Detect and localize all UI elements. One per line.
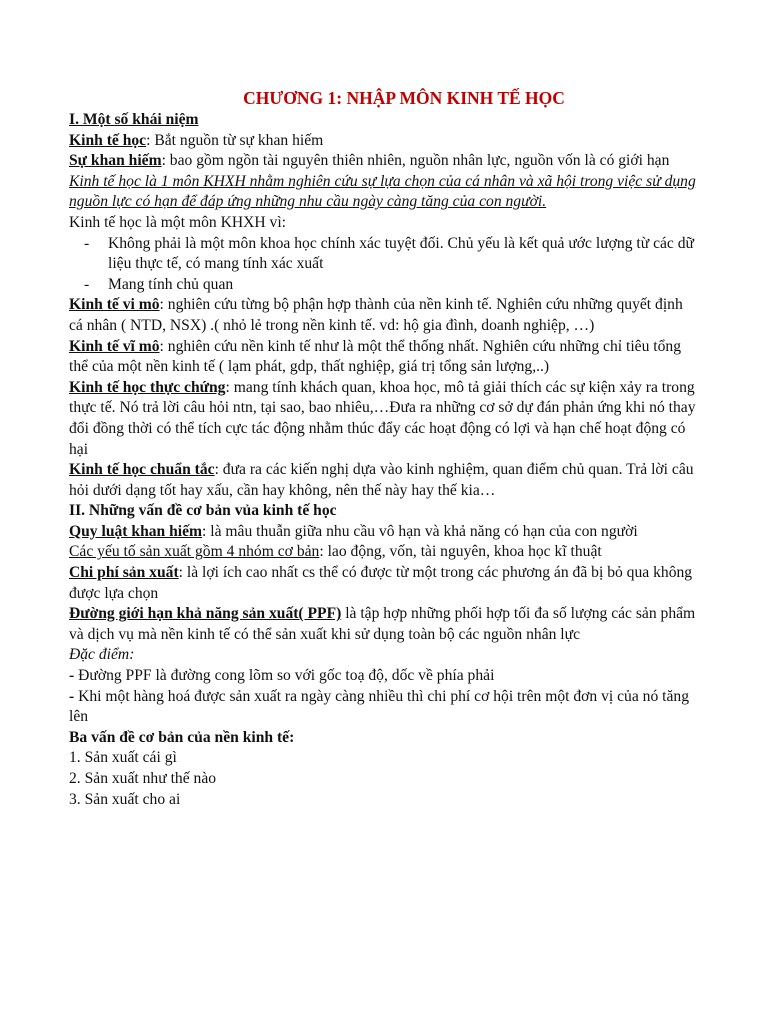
list-item — [69, 234, 699, 275]
paragraph-chi-phi — [69, 563, 699, 604]
term-quy-luat: Quy luật khan hiếm — [69, 522, 203, 540]
text-su-khan-hiem: : bao gồm ngồn tài nguyên thiên nhiên, nguồn nhân lực, nguồn vốn là có giới hạn — [161, 152, 670, 170]
dac-diem-label: Đặc điểm: — [69, 646, 135, 664]
definition-paragraph: Kinh tế học là 1 môn KHXH nhằm nghiên cứu sự lựa chọn của cá nhân và xã hội trong việc sử dụng nguồn lực có hạn để đáp ứng những nhu cầu ngày càng tăng của con người. — [69, 172, 696, 211]
term-chi-phi: Chi phí sản xuất — [69, 564, 179, 582]
list-item — [69, 275, 699, 296]
paragraph-chuan-tac — [69, 460, 699, 501]
term-vi-mo-macro: Kinh tế vĩ mô — [69, 337, 160, 355]
ba-van-de-item: 1. Sản xuất cái gì — [69, 749, 177, 767]
ba-van-de-item: 2. Sản xuất như thế nào — [69, 770, 217, 787]
text-quy-luat: : là mâu thuẫn giữa nhu cầu vô hạn và khả năng có hạn của con người — [202, 522, 638, 540]
text-ppf: là tập hợp những phối hợp tối đa số lượng các sản phẩm và dịch vụ mà nền kinh tế có thể sản xuất khi sử dụng toàn bộ các nguồn nhân lực — [69, 605, 696, 643]
term-thuc-chung: Kinh tế học thực chứng — [69, 378, 226, 396]
text-yeu-to: : lao động, vốn, tài nguyên, khoa học kĩ thuật — [319, 543, 602, 561]
paragraph-yeu-to — [69, 542, 699, 563]
dash-marker: - — [69, 687, 75, 705]
paragraph-su-khan-hiem — [69, 151, 699, 172]
term-ppf: Đường giới hạn khả năng sản xuất( PPF) — [69, 605, 342, 623]
text-vi-mo: : nghiên cứu từng bộ phận hợp thành của nền kinh tế. Nghiên cứu những quyết định cá nhân ( NTD, NSX) .( nhỏ lẻ trong nền kinh tế. vd: hộ gia đình, doanh nghiệp, …) — [69, 296, 683, 334]
list-item-text: Mang tính chủ quan — [108, 275, 234, 293]
paragraph-kinh-te-hoc — [69, 131, 699, 152]
khxh-reasons-list — [69, 234, 699, 296]
dac-diem-item — [69, 666, 699, 687]
term-su-khan-hiem: Sự khan hiếm — [69, 152, 162, 170]
chapter-title: CHƯƠNG 1: NHẬP MÔN KINH TẾ HỌC — [243, 88, 565, 108]
khxh-intro: Kinh tế học là một môn KHXH vì: — [69, 213, 286, 231]
paragraph-ppf — [69, 604, 699, 645]
list-marker: - — [84, 275, 90, 293]
list-item-text: Không phải là một môn khoa học chính xác tuyệt đối. Chủ yếu là kết quả ước lượng từ các dữ liệu thực tế, có mang tính xác xuất — [108, 234, 694, 273]
paragraph-thuc-chung — [69, 378, 699, 460]
text-thuc-chung: : mang tính khách quan, khoa học, mô tả giải thích các sự kiện xảy ra trong thực tế. Nó trả lời câu hỏi ntn, tại sao, bao nhiêu,…Đưa ra những cơ sở dự đán phản ứng khi nó thay đổi đồng thời có thể tích cực tác động nhằm thúc đẩy các hoạt động có lợi và hạn chế hoạt động có hại — [69, 378, 696, 458]
section-1-heading: I. Một số khái niệm — [69, 111, 199, 128]
paragraph-vi-mo-macro — [69, 337, 699, 378]
section-2-heading: II. Những vấn đề cơ bản vủa kinh tế học — [69, 502, 337, 520]
paragraph-vi-mo — [69, 295, 699, 336]
text-chuan-tac: : đưa ra các kiến nghị dựa vào kinh nghiệm, quan điểm chủ quan. Trả lời câu hỏi dưới dạng tốt hay xấu, cần hay không, nên thế này hay thế kia… — [69, 461, 694, 499]
dac-diem-item — [69, 687, 699, 728]
text-chi-phi: : là lợi ích cao nhất cs thể có được từ một trong các phương án đã bị bỏ qua không được lựa chọn — [69, 564, 693, 602]
dac-diem-text: Đường PPF là đường cong lõm so với gốc toạ độ, dốc về phía phải — [78, 667, 495, 685]
term-vi-mo: Kinh tế vi mô — [69, 296, 160, 314]
document-body — [69, 86, 699, 810]
list-marker: - — [84, 234, 90, 252]
text-kinh-te-hoc: : Bắt nguồn từ sự khan hiếm — [146, 131, 324, 149]
paragraph-quy-luat — [69, 522, 699, 543]
term-yeu-to: Các yếu tố sản xuất gồm 4 nhóm cơ bản — [69, 543, 320, 561]
ba-van-de-item: 3. Sản xuất cho ai — [69, 790, 181, 808]
term-kinh-te-hoc: Kinh tế học — [69, 131, 147, 149]
dash-marker: - — [69, 667, 75, 685]
dac-diem-text: Khi một hàng hoá được sản xuất ra ngày càng nhiều thì chi phí cơ hội trên một đơn vị của nó tăng lên — [69, 687, 689, 726]
term-chuan-tac: Kinh tế học chuẩn tắc — [69, 461, 215, 479]
ba-van-de-heading: Ba vấn đề cơ bản của nền kinh tế: — [69, 728, 295, 746]
text-vi-mo-macro: : nghiên cứu nền kinh tế như là một thể thống nhất. Nghiên cứu những chỉ tiêu tổng thể của một nền kinh tế ( lạm phát, gdp, thất nghiệp, giá trị tổng sản lượng,..) — [69, 337, 682, 376]
